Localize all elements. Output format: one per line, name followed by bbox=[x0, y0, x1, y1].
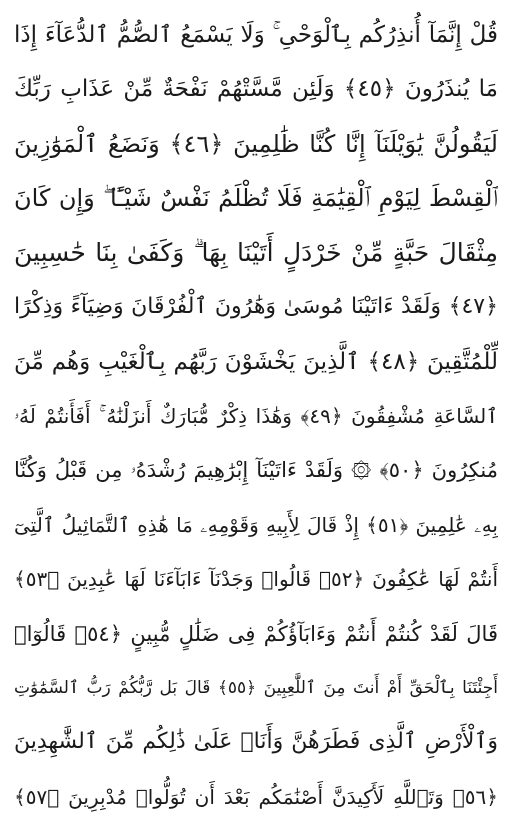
text-line-13: أَجِئْتَنَا بِٱلْحَقِّ أَمْ أَنتَ مِنَ ٱللَّٰعِبِينَ ﴿٥٥﴾ قَالَ بَل رَّبُّكُمْ رَبُّ ٱلسَّمَٰوَٰتِ bbox=[14, 678, 498, 699]
text-line-9: مُنكِرُونَ ﴿٥٠﴾ ۞ وَلَقَدْ ءَاتَيْنَآ إِبْرَٰهِيمَ رُشْدَهُۥ مِن قَبْلُ وَكُنَّا bbox=[14, 458, 498, 483]
verse-text-block bbox=[14, 10, 498, 822]
text-line-6: ﴿٤٧﴾ وَلَقَدْ ءَاتَيْنَا مُوسَىٰ وَهَٰرُونَ ٱلْفُرْقَانَ وَضِيَآءً وَذِكْرًا bbox=[14, 294, 498, 320]
text-line-5: مِثْقَالَ حَبَّةٍ مِّنْ خَرْدَلٍ أَتَيْنَا بِهَا ۗ وَكَفَىٰ بِنَا حَٰسِبِينَ bbox=[14, 237, 498, 267]
text-line-4: ٱلْقِسْطَ لِيَوْمِ ٱلْقِيَٰمَةِ فَلَا تُظْلَمُ نَفْسٌ شَيْـًٔا ۖ وَإِن كَانَ bbox=[14, 184, 498, 213]
text-line-10: بِهِۦ عَٰلِمِينَ ﴿٥١﴾ إِذْ قَالَ لِأَبِيهِ وَقَوْمِهِۦ مَا هَٰذِهِ ٱلتَّمَاثِيلُ ٱلَّتِىٓ bbox=[14, 512, 498, 537]
text-line-1: قُلْ إِنَّمَآ أُنذِرُكُم بِٱلْوَحْىِ ۚ وَلَا يَسْمَعُ ٱلصُّمُّ ٱلدُّعَآءَ إِذَا bbox=[14, 22, 498, 48]
text-line-12: قَالَ لَقَدْ كُنتُمْ أَنتُمْ وَءَابَآؤُكُمْ فِى ضَلَٰلٍ مُّبِينٍ ﴿٥٤﴾ قَالُوٓا۟ bbox=[14, 621, 498, 646]
text-line-14: وَٱلْأَرْضِ ٱلَّذِى فَطَرَهُنَّ وَأَنَا۠ عَلَىٰ ذَٰلِكُم مِّنَ ٱلشَّٰهِدِينَ bbox=[14, 729, 498, 755]
text-line-3: لَيَقُولُنَّ يَٰوَيْلَنَآ إِنَّا كُنَّا ظَٰلِمِينَ ﴿٤٦﴾ وَنَضَعُ ٱلْمَوَٰزِينَ bbox=[14, 129, 498, 158]
text-line-11: أَنتُمْ لَهَا عَٰكِفُونَ ﴿٥٢﴾ قَالُوا۟ وَجَدْنَآ ءَابَآءَنَا لَهَا عَٰبِدِينَ ﴿٥٣﴾ bbox=[14, 567, 498, 592]
text-line-7: لِّلْمُتَّقِينَ ﴿٤٨﴾ ٱلَّذِينَ يَخْشَوْنَ رَبَّهُم بِٱلْغَيْبِ وَهُم مِّنَ bbox=[14, 348, 498, 375]
text-line-2: مَا يُنذَرُونَ ﴿٤٥﴾ وَلَئِن مَّسَّتْهُمْ نَفْحَةٌ مِّنْ عَذَابِ رَبِّكَ bbox=[14, 76, 498, 103]
text-line-8: ٱلسَّاعَةِ مُشْفِقُونَ ﴿٤٩﴾ وَهَٰذَا ذِكْرٌ مُّبَارَكٌ أَنزَلْنَٰهُ ۚ أَفَأَنتُمْ لَهُۥ bbox=[14, 403, 498, 428]
text-line-15: ﴿٥٦﴾ وَتَٱللَّهِ لَأَكِيدَنَّ أَصْنَٰمَكُم بَعْدَ أَن تُوَلُّوا۟ مُدْبِرِينَ ﴿٥٧﴾ bbox=[14, 784, 498, 809]
